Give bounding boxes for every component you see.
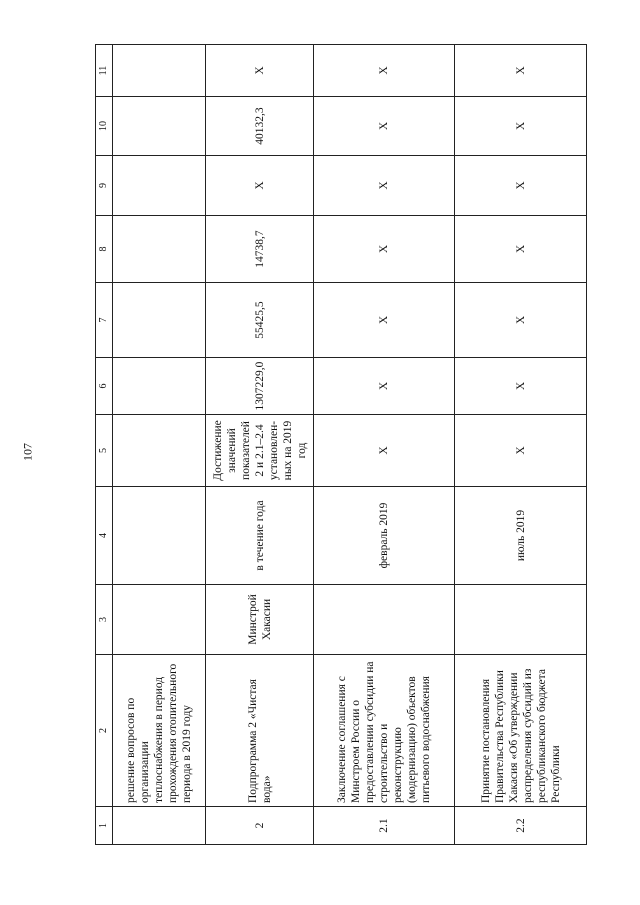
measure-name: решение вопросов по организации теплоснабжения в период прохождения отопительного периода в 2019 году xyxy=(113,655,206,807)
term: февраль 2019 xyxy=(314,487,455,585)
value-col-9: X xyxy=(314,156,455,216)
term xyxy=(113,487,206,585)
value-col-8: 14738,7 xyxy=(206,216,314,283)
result: Достижение значений показателей 2 и 2.1–2.4 установлен-ных на 2019 год xyxy=(206,415,314,487)
value-col-8: X xyxy=(455,216,587,283)
table-row xyxy=(206,45,314,845)
result: X xyxy=(455,415,587,487)
rotated-table-container xyxy=(95,45,585,845)
measures-table xyxy=(95,44,587,845)
value-col-9: X xyxy=(455,156,587,216)
col-number-11: 11 xyxy=(96,45,113,97)
col-number-5: 5 xyxy=(96,415,113,487)
value-col-7: X xyxy=(455,283,587,358)
value-col-6: 1307229,0 xyxy=(206,358,314,415)
measure-name: Подпрограмма 2 «Чистая вода» xyxy=(206,655,314,807)
row-number: 2.1 xyxy=(314,807,455,845)
col-number-3: 3 xyxy=(96,585,113,655)
value-col-6: X xyxy=(314,358,455,415)
result xyxy=(113,415,206,487)
col-number-2: 2 xyxy=(96,655,113,807)
executor xyxy=(314,585,455,655)
value-col-7: X xyxy=(314,283,455,358)
executor: Минстрой Хакасии xyxy=(206,585,314,655)
value-col-8: X xyxy=(314,216,455,283)
executor xyxy=(455,585,587,655)
table-row xyxy=(113,45,206,845)
col-number-6: 6 xyxy=(96,358,113,415)
row-number xyxy=(113,807,206,845)
value-col-8 xyxy=(113,216,206,283)
value-col-7: 55425,5 xyxy=(206,283,314,358)
col-number-8: 8 xyxy=(96,216,113,283)
value-col-10: 40132,3 xyxy=(206,97,314,156)
executor xyxy=(113,585,206,655)
value-col-6: X xyxy=(455,358,587,415)
result: X xyxy=(314,415,455,487)
value-col-9 xyxy=(113,156,206,216)
value-col-11: X xyxy=(314,45,455,97)
value-col-11: X xyxy=(206,45,314,97)
row-number: 2.2 xyxy=(455,807,587,845)
value-col-9: X xyxy=(206,156,314,216)
value-col-10 xyxy=(113,97,206,156)
measure-name: Заключение соглашения с Минстроем России о предоставлении субсидии на строительство и реконструкцию (модернизацию) объектов питьевого водоснабжения xyxy=(314,655,455,807)
table-row xyxy=(455,45,587,845)
col-number-10: 10 xyxy=(96,97,113,156)
value-col-10: X xyxy=(455,97,587,156)
value-col-10: X xyxy=(314,97,455,156)
col-number-4: 4 xyxy=(96,487,113,585)
term: июль 2019 xyxy=(455,487,587,585)
col-number-7: 7 xyxy=(96,283,113,358)
value-col-7 xyxy=(113,283,206,358)
page-number: 107 xyxy=(20,443,35,461)
value-col-11: X xyxy=(455,45,587,97)
row-number: 2 xyxy=(206,807,314,845)
value-col-6 xyxy=(113,358,206,415)
table-row xyxy=(314,45,455,845)
term: в течение года xyxy=(206,487,314,585)
header-row xyxy=(96,45,113,845)
col-number-1: 1 xyxy=(96,807,113,845)
value-col-11 xyxy=(113,45,206,97)
col-number-9: 9 xyxy=(96,156,113,216)
measure-name: Принятие постановления Правительства Республики Хакасия «Об утверждении распределения субсидий из республиканского бюджета Республики xyxy=(455,655,587,807)
